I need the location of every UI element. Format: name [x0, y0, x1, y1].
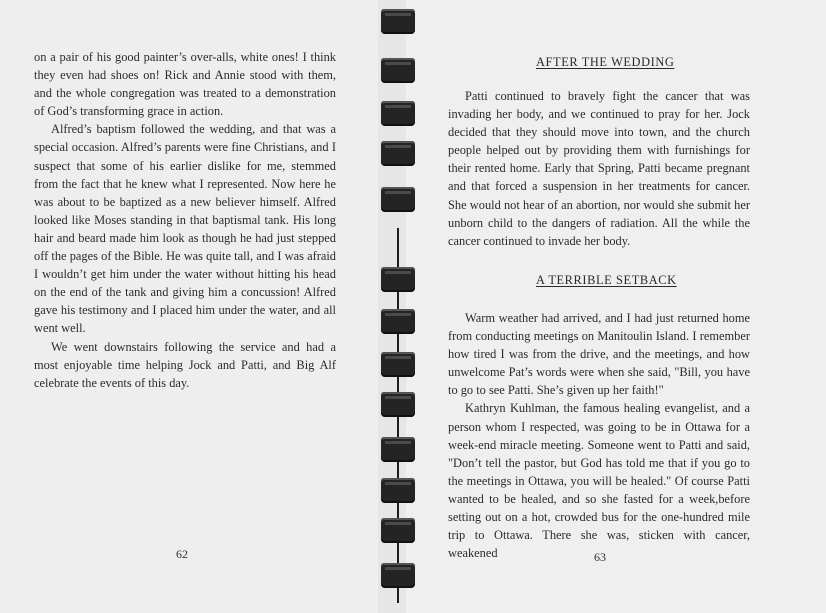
binding-coil	[381, 101, 415, 126]
binding-coil	[381, 267, 415, 292]
binding-coil	[381, 309, 415, 334]
section-heading-a-terrible-setback: A TERRIBLE SETBACK	[536, 273, 677, 287]
paragraph: Patti continued to bravely fight the cancer that was invading her body, and we continued to pray for her. Jock decided that they should move into town, and the church people helped out by providing them with furnishings for their rented home. Early that Spring, Patti became pregnant and that forced a suspension in her treatments for cancer. She would not hear of an abortion, nor would she submit her unborn child to the dangers of radiation. All the while the cancer continued to invade her body.	[448, 89, 750, 248]
binding-coil	[381, 9, 415, 34]
binding-coil	[381, 58, 415, 83]
section-2-text	[448, 309, 750, 562]
paragraph: We went downstairs following the service and had a most enjoyable time helping Jock and Patti, and Big Alf celebrate the events of this day.	[34, 339, 336, 390]
section-1-text	[448, 87, 750, 250]
page-number-left: 62	[176, 547, 188, 561]
section-heading-after-the-wedding: AFTER THE WEDDING	[536, 55, 675, 69]
paragraph: Alfred’s baptism followed the wedding, and that was a special occasion. Alfred’s parents were fine Christians, and I suspect that some of his earlier dislike for me, stemmed from the fact that he knew what I represented. Now here he was about to be baptized as a new believer himself. Alfred looked like Moses standing in that baptismal tank. His long hair and beard made him look as though he had just stepped off the pages of the Bible. He was quite tall, and I was afraid I wouldn’t get him under the water without hitting his head on the end of the tank and giving him a concussion! Alfred gave his testimony and I placed him under the water, and all went well.	[34, 122, 336, 336]
left-page-text	[34, 48, 336, 392]
binding-coil	[381, 437, 415, 462]
page-number-right: 63	[594, 550, 606, 564]
binding-coil	[381, 563, 415, 588]
binding-coil	[381, 478, 415, 503]
binding-coil	[381, 352, 415, 377]
binding-coil	[381, 141, 415, 166]
binding-coil	[381, 187, 415, 212]
binding-coil	[381, 518, 415, 543]
binding-coil	[381, 392, 415, 417]
paragraph: on a pair of his good painter’s over-alls, white ones! I think they even had shoes on! Rick and Annie stood with them, and the whole congregation was treated to a demonstration of God’s transforming grace in action.	[34, 50, 336, 119]
paragraph: Kathryn Kuhlman, the famous healing evangelist, and a person whom I respected, was going to be in Ottawa for a week-end miracle meeting. Someone went to Patti and said, "Don’t tell the pastor, but God has told me that if you go to the meetings in Ottawa, you will be healed." Of course Patti wanted to be healed, and so she fasted for a week,before setting out on a hot, crowded bus for the one-hundred mile trip to Ottawa. There she was, sticken with cancer, weakened	[448, 401, 750, 561]
paragraph: Warm weather had arrived, and I had just returned home from conducting meetings on Manitoulin Island. I remember how tired I was from the drive, and the meetings, and how unwelcome Pat’s words were when she said, "Bill, you have to go to see Patti. She’s given up her faith!"	[448, 311, 750, 398]
